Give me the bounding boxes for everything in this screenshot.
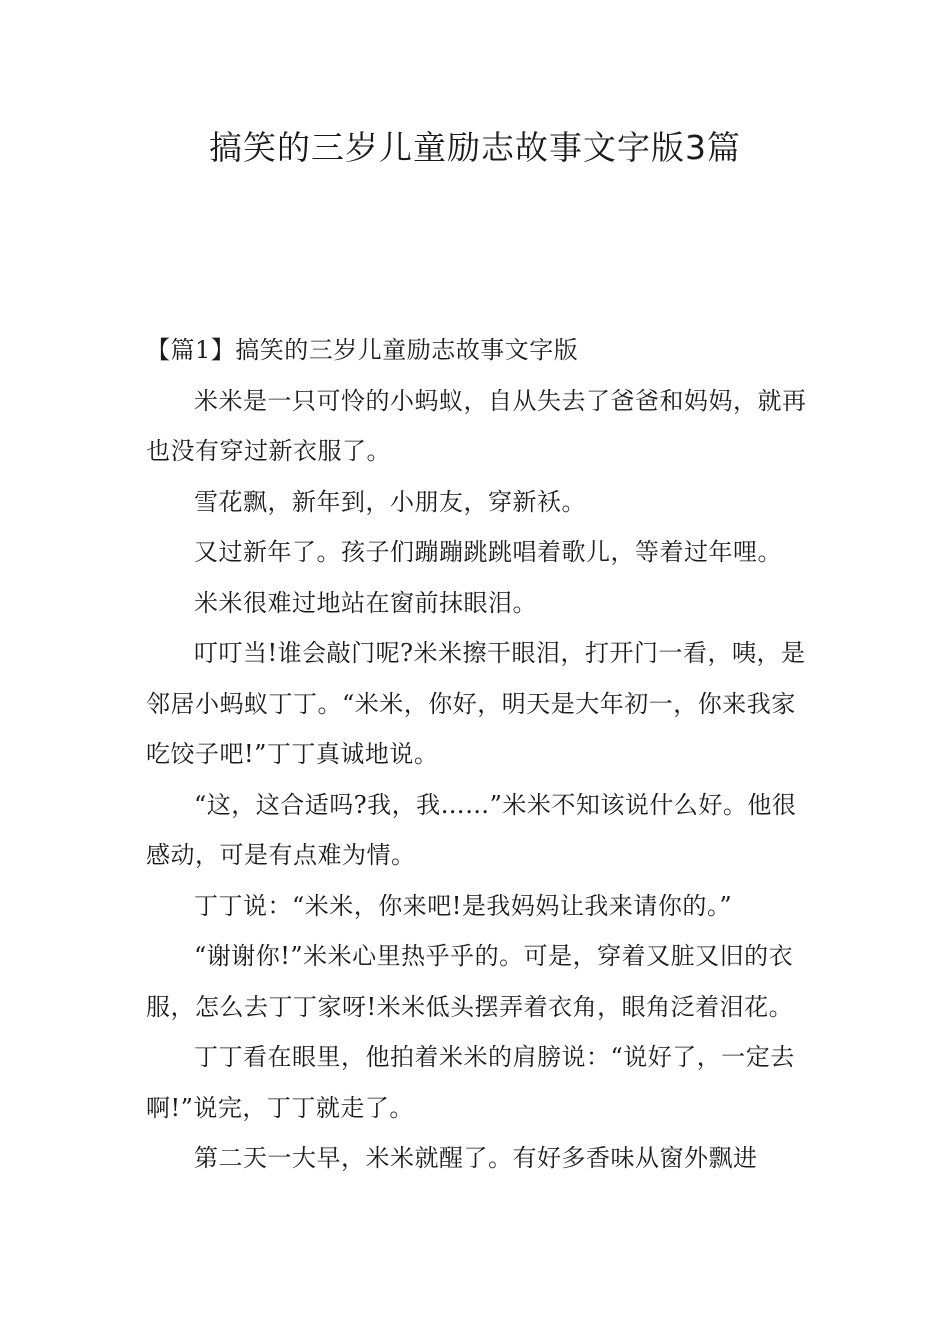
paragraph-5: 叮叮当!谁会敲门呢?米米擦干眼泪，打开门一看，咦，是邻居小蚂蚁丁丁。“米米，你好，明天是大年初一，你来我家吃饺子吧!”丁丁真诚地说。 (146, 639, 806, 768)
paragraph-7: 丁丁说：“米米，你来吧!是我妈妈让我来请你的。” (194, 891, 733, 920)
paragraph-1: 米米是一只可怜的小蚂蚁，自从失去了爸爸和妈妈，就再也没有穿过新衣服了。 (146, 386, 807, 465)
paragraph-10: 第二天一大早，米米就醒了。有好多香味从窗外飘进 (194, 1144, 758, 1172)
document-body (146, 325, 816, 1184)
section-heading: 【篇1】搞笑的三岁儿童励志故事文字版 (146, 336, 579, 364)
paragraph-4: 米米很难过地站在窗前抹眼泪。 (194, 588, 537, 617)
paragraph-6: “这，这合适吗?我，我……”米米不知该说什么好。他很感动，可是有点难为情。 (146, 790, 797, 869)
paragraph-8: “谢谢你!”米米心里热乎乎的。可是，穿着又脏又旧的衣服，怎么去丁丁家呀!米米低头摆弄着衣角，眼角泛着泪花。 (146, 942, 794, 1021)
paragraph-3: 又过新年了。孩子们蹦蹦跳跳唱着歌儿，等着过年哩。 (194, 538, 782, 566)
paragraph-9: 丁丁看在眼里，他拍着米米的肩膀说：“说好了，一定去啊!”说完，丁丁就走了。 (146, 1043, 795, 1122)
document-title: 搞笑的三岁儿童励志故事文字版3篇 (209, 128, 741, 167)
paragraph-2: 雪花飘，新年到，小朋友，穿新袄。 (194, 487, 586, 516)
